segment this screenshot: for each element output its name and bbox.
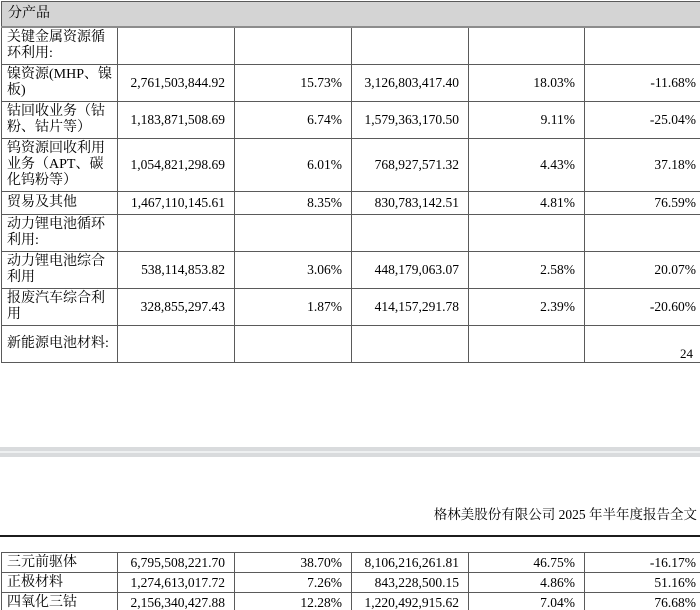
amount-cell: 1,183,871,508.69 bbox=[118, 102, 235, 139]
table-row bbox=[2, 593, 700, 610]
amount-cell bbox=[118, 326, 235, 363]
amount-cell bbox=[352, 326, 469, 363]
yoy-cell bbox=[585, 215, 700, 252]
product-label-cell: 新能源电池材料: bbox=[2, 326, 118, 363]
percent-cell bbox=[235, 215, 352, 252]
percent-cell: 46.75% bbox=[469, 553, 585, 573]
percent-cell bbox=[469, 215, 585, 252]
report-header: 格林美股份有限公司 2025 年半年度报告全文 bbox=[433, 507, 697, 522]
percent-cell: 8.35% bbox=[235, 192, 352, 215]
percent-cell: 38.70% bbox=[235, 553, 352, 573]
table-row bbox=[2, 139, 700, 192]
percent-cell: 2.39% bbox=[469, 289, 585, 326]
percent-cell bbox=[235, 27, 352, 65]
amount-cell: 1,220,492,915.62 bbox=[352, 593, 469, 610]
percent-cell: 9.11% bbox=[469, 102, 585, 139]
percent-cell bbox=[469, 326, 585, 363]
amount-cell: 2,156,340,427.88 bbox=[118, 593, 235, 610]
amount-cell: 414,157,291.78 bbox=[352, 289, 469, 326]
amount-cell: 2,761,503,844.92 bbox=[118, 65, 235, 102]
percent-cell: 18.03% bbox=[469, 65, 585, 102]
percent-cell: 4.86% bbox=[469, 573, 585, 593]
table-row bbox=[2, 326, 700, 363]
amount-cell: 328,855,297.43 bbox=[118, 289, 235, 326]
product-label-cell: 关键金属资源循环利用: bbox=[2, 27, 118, 65]
percent-cell: 3.06% bbox=[235, 252, 352, 289]
table-row bbox=[2, 102, 700, 139]
percent-cell: 6.01% bbox=[235, 139, 352, 192]
amount-cell: 1,467,110,145.61 bbox=[118, 192, 235, 215]
table-row bbox=[2, 215, 700, 252]
section-header-row bbox=[2, 2, 700, 28]
amount-cell: 538,114,853.82 bbox=[118, 252, 235, 289]
section-label: 分产品 bbox=[2, 2, 700, 28]
product-label-cell: 三元前驱体 bbox=[2, 553, 118, 573]
by-product-table bbox=[1, 1, 700, 363]
percent-cell: 4.81% bbox=[469, 192, 585, 215]
percent-cell: 7.26% bbox=[235, 573, 352, 593]
percent-cell: 15.73% bbox=[235, 65, 352, 102]
amount-cell bbox=[118, 27, 235, 65]
table-row bbox=[2, 252, 700, 289]
amount-cell: 843,228,500.15 bbox=[352, 573, 469, 593]
percent-cell: 7.04% bbox=[469, 593, 585, 610]
yoy-cell: -25.04% bbox=[585, 102, 700, 139]
percent-cell: 1.87% bbox=[235, 289, 352, 326]
product-label-cell: 贸易及其他 bbox=[2, 192, 118, 215]
table-row bbox=[2, 553, 700, 573]
amount-cell: 1,274,613,017.72 bbox=[118, 573, 235, 593]
yoy-cell: 76.59% bbox=[585, 192, 700, 215]
amount-cell: 1,579,363,170.50 bbox=[352, 102, 469, 139]
percent-cell: 12.28% bbox=[235, 593, 352, 610]
table-row bbox=[2, 27, 700, 65]
yoy-cell: 76.68% bbox=[585, 593, 700, 610]
amount-cell: 448,179,063.07 bbox=[352, 252, 469, 289]
table-row bbox=[2, 289, 700, 326]
amount-cell bbox=[352, 27, 469, 65]
product-label-cell: 正极材料 bbox=[2, 573, 118, 593]
yoy-cell: -20.60% bbox=[585, 289, 700, 326]
yoy-cell: -16.17% bbox=[585, 553, 700, 573]
by-product-table-continued bbox=[1, 552, 700, 610]
table-row bbox=[2, 192, 700, 215]
product-label-cell: 四氧化三钴 bbox=[2, 593, 118, 610]
amount-cell: 8,106,216,261.81 bbox=[352, 553, 469, 573]
percent-cell: 2.58% bbox=[469, 252, 585, 289]
yoy-cell: 20.07% bbox=[585, 252, 700, 289]
amount-cell bbox=[352, 215, 469, 252]
percent-cell: 4.43% bbox=[469, 139, 585, 192]
product-label-cell: 动力锂电池综合利用 bbox=[2, 252, 118, 289]
yoy-cell: 37.18% bbox=[585, 139, 700, 192]
page-separator bbox=[0, 447, 700, 457]
amount-cell: 1,054,821,298.69 bbox=[118, 139, 235, 192]
yoy-cell bbox=[585, 27, 700, 65]
table-row bbox=[2, 573, 700, 593]
product-label-cell: 镍资源(MHP、镍板) bbox=[2, 65, 118, 102]
amount-cell: 6,795,508,221.70 bbox=[118, 553, 235, 573]
amount-cell: 768,927,571.32 bbox=[352, 139, 469, 192]
percent-cell bbox=[469, 27, 585, 65]
amount-cell bbox=[118, 215, 235, 252]
percent-cell bbox=[235, 326, 352, 363]
page-number: 24 bbox=[680, 346, 693, 361]
header-rule bbox=[0, 535, 700, 537]
yoy-cell: 51.16% bbox=[585, 573, 700, 593]
amount-cell: 830,783,142.51 bbox=[352, 192, 469, 215]
yoy-cell: -11.68% bbox=[585, 65, 700, 102]
percent-cell: 6.74% bbox=[235, 102, 352, 139]
product-label-cell: 钨资源回收利用业务（APT、碳化钨粉等） bbox=[2, 139, 118, 192]
product-label-cell: 动力锂电池循环利用: bbox=[2, 215, 118, 252]
amount-cell: 3,126,803,417.40 bbox=[352, 65, 469, 102]
table-row bbox=[2, 65, 700, 102]
product-label-cell: 报废汽车综合利用 bbox=[2, 289, 118, 326]
product-label-cell: 钴回收业务（钴粉、钴片等） bbox=[2, 102, 118, 139]
